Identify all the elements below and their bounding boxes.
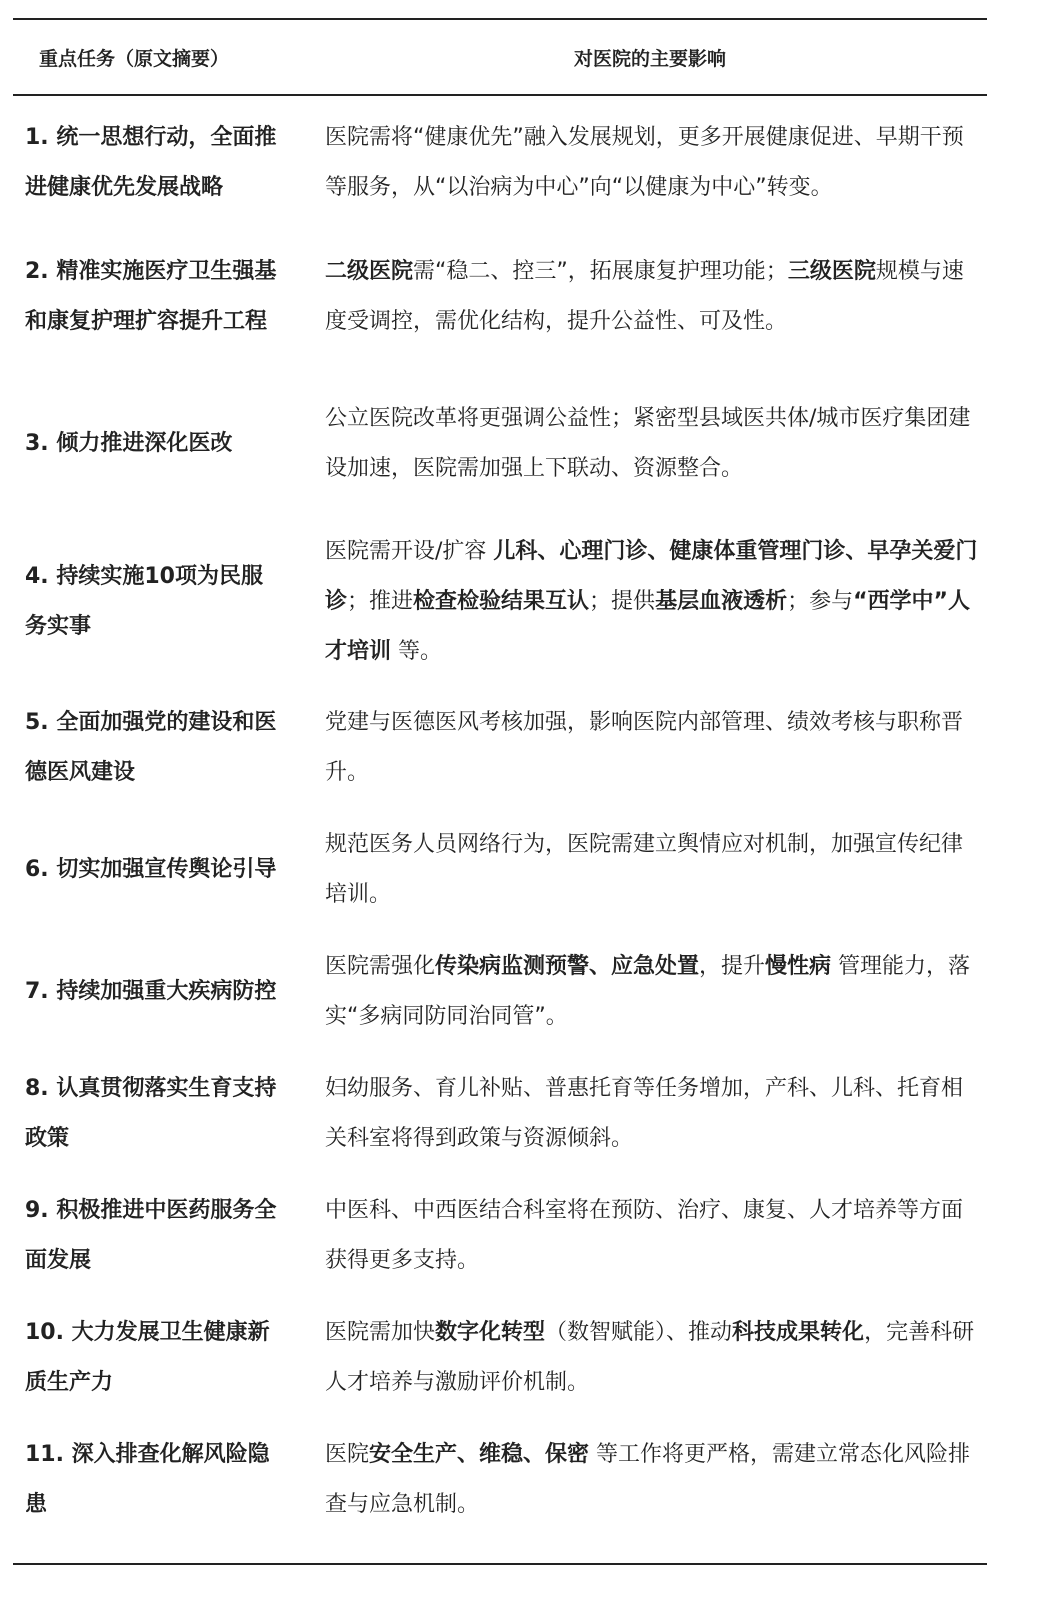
impact-emphasis: 三级医院 bbox=[787, 258, 876, 284]
task-cell: 9. 积极推进中医药服务全面发展 bbox=[25, 1198, 277, 1273]
table-row bbox=[13, 102, 987, 223]
table-row bbox=[13, 809, 987, 931]
impact-text: 妇幼服务、育儿补贴、普惠托育等任务增加，产科、儿科、托育相关科室将得到政策与资源倾斜。 bbox=[325, 1076, 964, 1151]
table-row bbox=[13, 1419, 987, 1541]
table-row bbox=[13, 1053, 987, 1175]
impact-text: 管理能力，落实“多病同防同治同管”。 bbox=[325, 954, 971, 1029]
impact-text: 医院 bbox=[325, 1442, 370, 1467]
table-body bbox=[13, 96, 987, 1541]
impact-cell bbox=[313, 698, 987, 798]
impact-emphasis: 二级医院 bbox=[325, 258, 414, 284]
impact-text: 规模与速度受调控，需优化结构，提升公益性、可及性。 bbox=[325, 258, 964, 334]
impact-cell bbox=[313, 942, 987, 1042]
task-cell: 2. 精准实施医疗卫生强基和康复护理扩容提升工程 bbox=[25, 258, 277, 334]
impact-text: 规范医务人员网络行为，医院需建立舆情应对机制，加强宣传纪律培训。 bbox=[325, 832, 964, 907]
header-task: 重点任务（原文摘要） bbox=[39, 47, 230, 70]
table-row bbox=[13, 1175, 987, 1297]
impact-text: 需“稳二、控三”，拓展康复护理功能； bbox=[413, 258, 788, 284]
task-cell: 5. 全面加强党的建设和医德医风建设 bbox=[25, 710, 277, 785]
impact-text: ；提供 bbox=[589, 589, 656, 614]
impact-text: （数智赋能）、推动 bbox=[545, 1320, 733, 1345]
impact-cell bbox=[313, 820, 987, 920]
task-cell: 3. 倾力推进深化医改 bbox=[25, 430, 233, 456]
impact-cell bbox=[313, 1186, 987, 1286]
policy-impact-table bbox=[13, 18, 987, 1565]
task-cell: 10. 大力发展卫生健康新质生产力 bbox=[25, 1320, 270, 1395]
impact-emphasis: 慢性病 bbox=[765, 954, 832, 979]
impact-cell bbox=[313, 527, 987, 677]
impact-emphasis: 检查检验结果互认 bbox=[413, 589, 590, 614]
table-header-row bbox=[13, 20, 987, 94]
impact-text: ；推进 bbox=[347, 589, 414, 614]
header-impact: 对医院的主要影响 bbox=[573, 47, 726, 70]
impact-emphasis: 科技成果转化 bbox=[732, 1320, 865, 1345]
impact-cell bbox=[313, 394, 987, 494]
task-cell: 4. 持续实施10项为民服务实事 bbox=[25, 564, 263, 639]
table-row bbox=[13, 370, 987, 517]
task-cell: 8. 认真贯彻落实生育支持政策 bbox=[25, 1076, 277, 1151]
impact-emphasis: 儿科、心理门诊、健康体重管理门诊、早孕关爱门诊 bbox=[325, 539, 978, 614]
impact-emphasis: 安全生产、维稳、保密 bbox=[369, 1442, 590, 1467]
table-row bbox=[13, 1297, 987, 1419]
table-bottom-rule bbox=[13, 1563, 987, 1565]
table-row bbox=[13, 931, 987, 1053]
impact-text: 医院需将“健康优先”融入发展规划，更多开展健康促进、早期干预等服务，从“以治病为中心”向“以健康为中心”转变。 bbox=[325, 124, 964, 200]
task-cell: 7. 持续加强重大疾病防控 bbox=[25, 979, 277, 1004]
impact-cell bbox=[313, 1308, 987, 1408]
impact-cell bbox=[313, 1064, 987, 1164]
impact-text: 党建与医德医风考核加强，影响医院内部管理、绩效考核与职称晋升。 bbox=[325, 710, 964, 785]
task-cell: 6. 切实加强宣传舆论引导 bbox=[25, 857, 277, 882]
impact-emphasis: 基层血液透析 bbox=[655, 589, 788, 614]
table-row bbox=[13, 687, 987, 809]
table-row bbox=[13, 517, 987, 687]
impact-text: ，提升 bbox=[699, 954, 766, 979]
table-row bbox=[13, 223, 987, 370]
impact-cell bbox=[313, 113, 987, 213]
impact-text: 医院需强化 bbox=[325, 954, 436, 979]
impact-text: 医院需加快 bbox=[325, 1320, 436, 1345]
impact-text: 等。 bbox=[391, 639, 443, 664]
impact-text: 等工作将更严格，需建立常态化风险排查与应急机制。 bbox=[325, 1442, 971, 1517]
impact-text: ，完善科研人才培养与激励评价机制。 bbox=[325, 1320, 975, 1395]
impact-emphasis: 数字化转型 bbox=[435, 1320, 546, 1345]
impact-text: 中医科、中西医结合科室将在预防、治疗、康复、人才培养等方面获得更多支持。 bbox=[325, 1198, 964, 1273]
impact-emphasis: 传染病监测预警、应急处置 bbox=[435, 954, 700, 979]
impact-emphasis: “西学中”人才培训 bbox=[325, 589, 971, 664]
impact-cell bbox=[313, 1430, 987, 1530]
task-cell: 11. 深入排查化解风险隐患 bbox=[25, 1442, 270, 1517]
impact-text: 公立医院改革将更强调公益性；紧密型县域医共体/城市医疗集团建设加速，医院需加强上下联动、资源整合。 bbox=[325, 405, 971, 481]
task-cell: 1. 统一思想行动，全面推进健康优先发展战略 bbox=[25, 124, 277, 200]
impact-text: 医院需开设/扩容 bbox=[325, 539, 494, 564]
impact-text: ；参与 bbox=[787, 589, 854, 614]
impact-cell bbox=[313, 247, 987, 347]
